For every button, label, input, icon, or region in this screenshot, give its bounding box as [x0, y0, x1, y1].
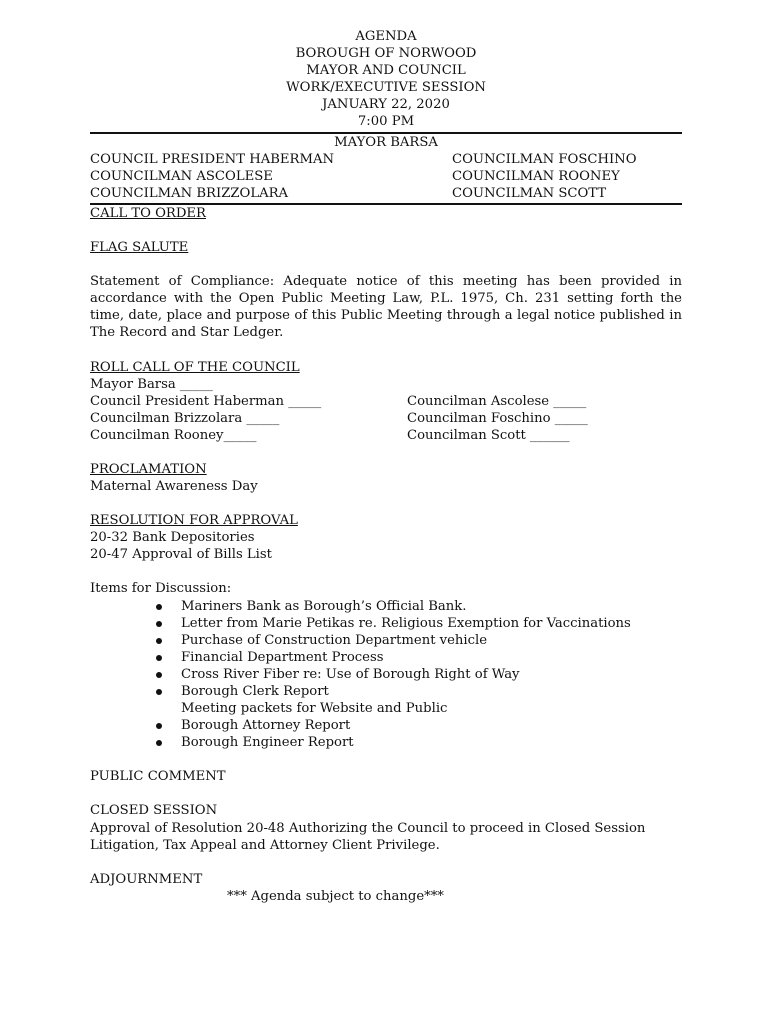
council-member: COUNCILMAN ROONEY [452, 168, 620, 184]
spacer [90, 785, 682, 802]
roll-call-entry: Councilman Foschino _____ [407, 410, 588, 426]
statement-of-compliance: Statement of Compliance: Adequate notice of this meeting has been provided in accordance with the Open Public Meeting Law, P.L. 1975, Ch. 231 setting forth the time, date, place and purpose of this Public Meeting through a legal notice published in The Record and Star Ledger. [90, 274, 682, 341]
discussion-item: Mariners Bank as Borough’s Official Bank. [181, 598, 467, 614]
discussion-list [90, 598, 682, 752]
bullet-icon [156, 689, 162, 695]
council-column-left [90, 151, 452, 202]
bullet-icon [156, 655, 162, 661]
list-item [156, 649, 682, 666]
resolution-item: 20-47 Approval of Bills List [90, 547, 272, 563]
header-session-type: WORK/EXECUTIVE SESSION [286, 80, 486, 96]
list-item [156, 615, 682, 632]
discussion-item: Letter from Marie Petikas re. Religious Exemption for Vaccinations [181, 615, 631, 631]
resolution-heading: RESOLUTION FOR APPROVAL [90, 513, 298, 529]
discussion-item: Purchase of Construction Department vehicle [181, 632, 488, 648]
list-item [156, 734, 682, 751]
proclamation-item: Maternal Awareness Day [90, 479, 258, 495]
roll-call-entry: Council President Haberman _____ [90, 393, 322, 409]
roll-call-list [90, 393, 682, 444]
bullet-icon [156, 740, 162, 746]
bullet-icon [156, 604, 162, 610]
council-members [90, 151, 682, 202]
spacer [90, 444, 682, 461]
bullet-icon [156, 723, 162, 729]
council-member: COUNCILMAN BRIZZOLARA [90, 185, 289, 201]
header-borough: BOROUGH OF NORWOOD [295, 46, 477, 62]
roll-call-column-right [407, 393, 682, 444]
discussion-item: Financial Department Process [181, 649, 384, 665]
discussion-item: Borough Attorney Report [181, 718, 351, 734]
agenda-header [90, 28, 682, 131]
list-item [156, 717, 682, 734]
council-member: COUNCIL PRESIDENT HABERMAN [90, 151, 335, 167]
roll-call-mayor: Mayor Barsa _____ [90, 376, 213, 392]
bullet-icon [156, 672, 162, 678]
agenda-footnote: *** Agenda subject to change*** [227, 888, 444, 904]
resolution-item: 20-32 Bank Depositories [90, 530, 255, 546]
discussion-item: Cross River Fiber re: Use of Borough Right of Way [181, 666, 520, 682]
flag-salute-heading: FLAG SALUTE [90, 240, 189, 256]
spacer [90, 854, 682, 871]
mayor-name: MAYOR BARSA [334, 134, 438, 150]
discussion-subitem: Meeting packets for Website and Public [181, 701, 448, 717]
discussion-heading: Items for Discussion: [90, 581, 232, 597]
roll-call-entry: Councilman Ascolese _____ [407, 393, 587, 409]
public-comment-heading: PUBLIC COMMENT [90, 769, 226, 785]
council-column-right [452, 151, 682, 202]
spacer [90, 256, 682, 273]
agenda-document [90, 28, 682, 905]
proclamation-heading: PROCLAMATION [90, 461, 207, 477]
list-item [156, 683, 682, 717]
closed-session-heading: CLOSED SESSION [90, 803, 218, 819]
discussion-item: Borough Clerk Report [181, 684, 329, 699]
list-item [156, 598, 682, 615]
header-title: AGENDA [355, 29, 417, 44]
roll-call-entry: Councilman Rooney_____ [90, 427, 257, 443]
closed-session-line: Approval of Resolution 20-48 Authorizing the Council to proceed in Closed Session [90, 820, 646, 836]
header-date: JANUARY 22, 2020 [322, 97, 450, 113]
council-member: COUNCILMAN FOSCHINO [452, 151, 637, 167]
adjournment-heading: ADJOURNMENT [90, 871, 203, 887]
header-time: 7:00 PM [357, 114, 415, 130]
spacer [90, 222, 682, 239]
council-member: COUNCILMAN ASCOLESE [90, 168, 273, 184]
spacer [90, 751, 682, 768]
discussion-item: Borough Engineer Report [181, 735, 354, 751]
roll-call-entry: Councilman Scott ______ [407, 427, 570, 443]
roll-call-heading: ROLL CALL OF THE COUNCIL [90, 359, 300, 375]
roll-call-entry: Councilman Brizzolara _____ [90, 410, 280, 426]
call-to-order-heading: CALL TO ORDER [90, 205, 206, 221]
bullet-icon [156, 621, 162, 627]
list-item [156, 632, 682, 649]
roll-call-column-left [90, 393, 407, 444]
spacer [90, 342, 682, 359]
list-item [156, 666, 682, 683]
header-body: MAYOR AND COUNCIL [306, 63, 466, 79]
closed-session-line: Litigation, Tax Appeal and Attorney Client Privilege. [90, 837, 440, 853]
council-member: COUNCILMAN SCOTT [452, 185, 607, 201]
spacer [90, 495, 682, 512]
bullet-icon [156, 638, 162, 644]
spacer [90, 563, 682, 580]
